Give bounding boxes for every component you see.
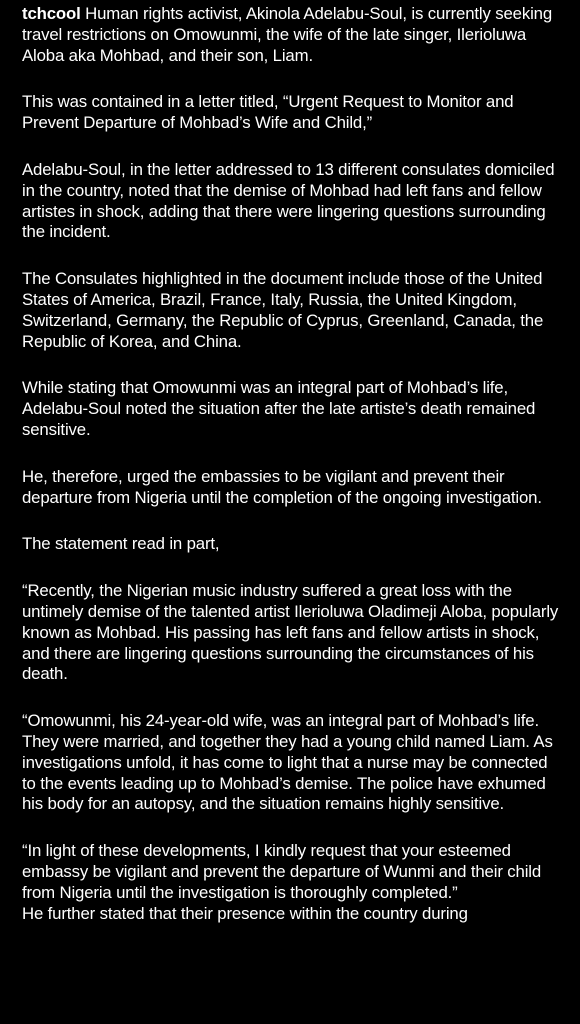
post-caption	[22, 4, 562, 924]
caption-paragraph: He further stated that their presence within the country during	[22, 903, 468, 923]
quoted-paragraph: “Omowunmi, his 24-year-old wife, was an integral part of Mohbad’s life. They were married, and together they had a young child named Liam. As investigations unfold, it has come to light that a nurse may be connected to the events leading up to Mohbad’s demise. The police have exhumed his body for an autopsy, and the situation remains highly sensitive.	[22, 711, 553, 814]
caption-paragraph: The statement read in part,	[22, 534, 220, 554]
caption-paragraph: Adelabu-Soul, in the letter addressed to 13 different consulates domiciled in the country, noted that the demise of Mohbad had left fans and fellow artistes in shock, adding that there were lingering questions surrounding the incident.	[22, 159, 555, 242]
caption-paragraph: The Consulates highlighted in the document include those of the United States of America, Brazil, France, Italy, Russia, the United Kingdom, Switzerland, Germany, the Republic of Cyprus, Greenland, Canada, the Republic of Korea, and China.	[22, 269, 544, 351]
username-link[interactable]: tchcool	[22, 4, 81, 23]
quoted-paragraph: “Recently, the Nigerian music industry suffered a great loss with the untimely demise of the talented artist Ilerioluwa Oladimeji Aloba, popularly known as Mohbad. His passing has left fans and fellow artists in shock, and there are lingering questions surrounding the circumstances of his death.	[22, 581, 559, 684]
quoted-paragraph: “In light of these developments, I kindly request that your esteemed embassy be vigilant and prevent the departure of Wunmi and their child from Nigeria until the investigation is thoroughly completed.”	[22, 841, 542, 902]
caption-paragraph: He, therefore, urged the embassies to be vigilant and prevent their departure from Nigeria until the completion of the ongoing investigation.	[22, 466, 542, 507]
caption-text: Human rights activist, Akinola Adelabu-Soul, is currently seeking travel restrictions on Omowunmi, the wife of the late singer, Ilerioluwa Aloba aka Mohbad, and their son, Liam.	[22, 4, 553, 65]
caption-paragraph: While stating that Omowunmi was an integral part of Mohbad’s life, Adelabu-Soul noted the situation after the late artiste’s death remained sensitive.	[22, 378, 536, 439]
caption-paragraph: This was contained in a letter titled, “Urgent Request to Monitor and Prevent Departure of Mohbad’s Wife and Child,”	[22, 92, 514, 133]
caption-paragraph	[22, 4, 562, 66]
